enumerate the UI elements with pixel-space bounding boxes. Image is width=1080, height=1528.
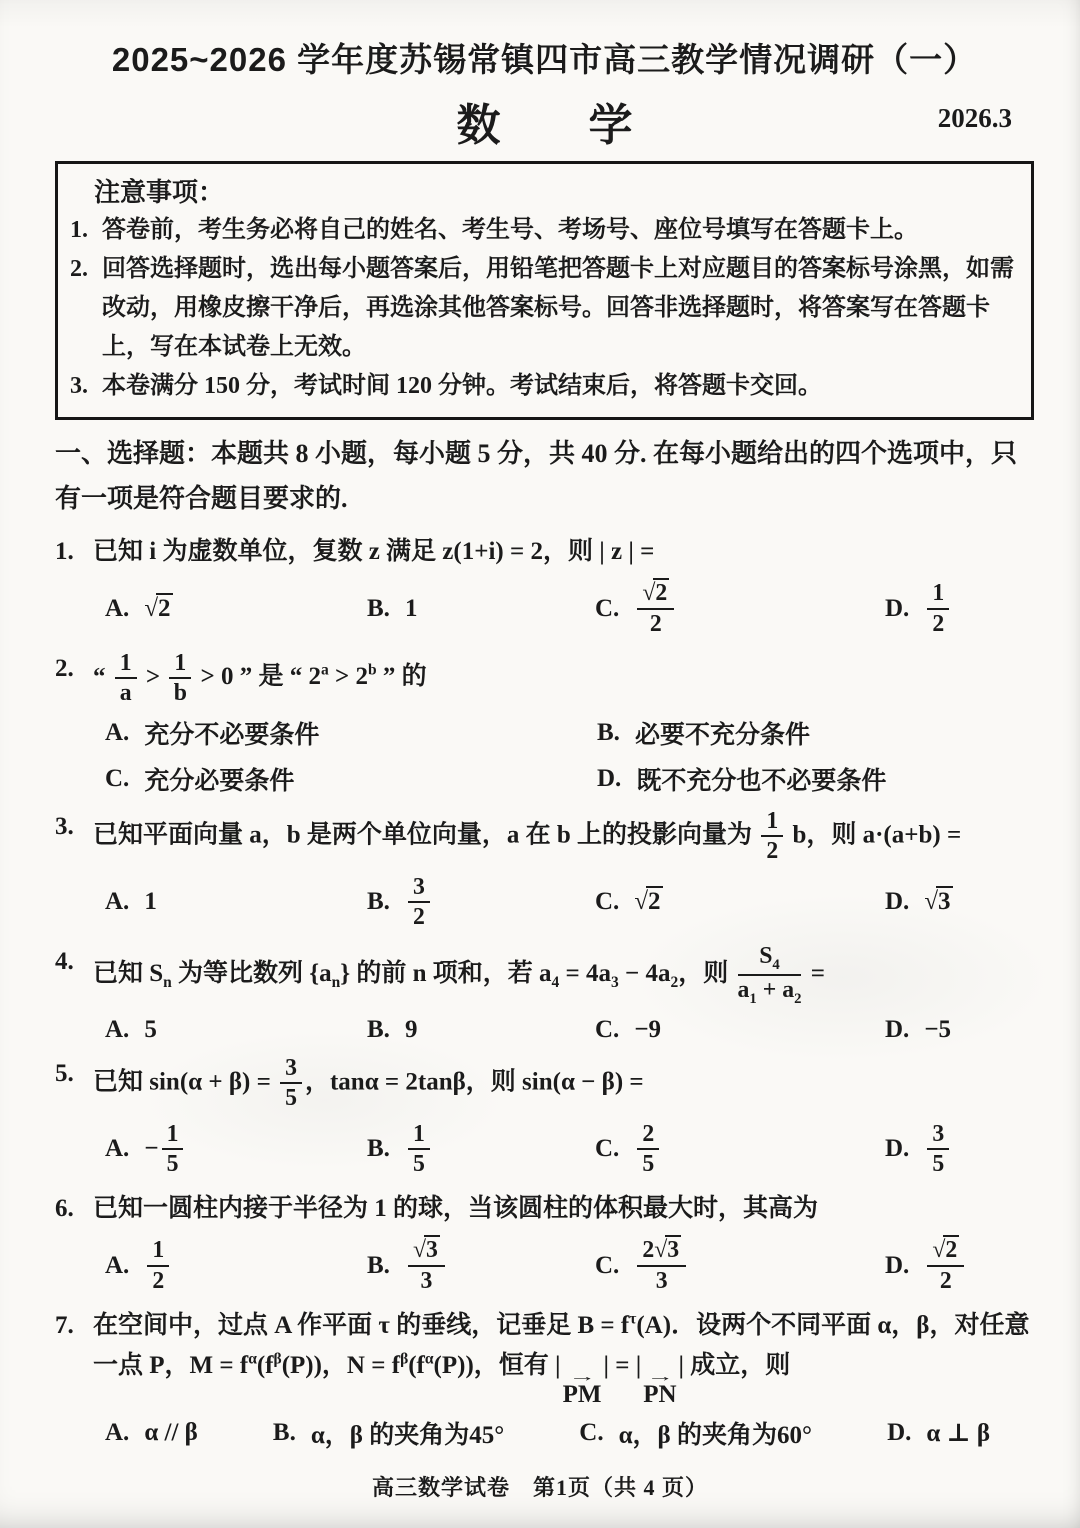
option-b [597, 715, 1034, 751]
option-body: $\frac{1}{5}$ [405, 1120, 433, 1179]
option-body: $\frac{2}{5}$ [634, 1120, 662, 1179]
option-body: α，β 的夹角为60° [618, 1422, 812, 1450]
option-label: C. [595, 1135, 620, 1163]
question-1-options [105, 579, 1034, 638]
section-1-heading: 一、选择题：本题共 8 小题，每小题 5 分，共 40 分. 在每小题给出的四个选项中，只有一项是符合题目要求的. [55, 439, 1018, 514]
option-label: B. [367, 1135, 390, 1163]
option-body: α // β [144, 1419, 198, 1447]
option-label: C. [595, 1015, 620, 1043]
question-6-stem [55, 1189, 1034, 1230]
exam-date: 2026.3 [937, 103, 1012, 133]
option-body: $\frac{√2}{2}$ [634, 579, 677, 638]
option-c [595, 1016, 885, 1044]
option-body: $\frac{3}{2}$ [405, 873, 433, 932]
option-c [595, 1236, 885, 1295]
option-body: −9 [634, 1015, 662, 1043]
question-4-stem [55, 942, 1034, 1008]
subject-row [55, 89, 1034, 149]
option-label: A. [105, 1419, 130, 1447]
question-3 [55, 807, 1034, 932]
option-label: A. [105, 1135, 130, 1163]
notice-item-1 [70, 211, 1015, 250]
question-number: 5. [55, 1059, 74, 1087]
notice-item-number: 3. [70, 372, 88, 399]
option-d [885, 1120, 1034, 1179]
option-body: 充分不必要条件 [144, 721, 320, 749]
question-5-options [105, 1120, 1034, 1179]
option-a [105, 1415, 198, 1451]
option-a [105, 1120, 367, 1179]
option-body: √2 [144, 594, 171, 622]
option-a [105, 715, 597, 751]
option-body: − $\frac{1}{5}$ [144, 1120, 186, 1179]
option-c [105, 761, 597, 797]
option-body: 1 [404, 594, 418, 622]
option-b [367, 1236, 595, 1295]
option-label: D. [597, 764, 622, 792]
option-body: $\frac{1}{2}$ [144, 1236, 172, 1295]
option-body: $\frac{2√3}{3}$ [634, 1236, 689, 1295]
option-body: $\frac{1}{2}$ [924, 579, 952, 638]
option-body: $\frac{3}{5}$ [924, 1120, 952, 1179]
option-b [273, 1415, 504, 1451]
option-body: √2 [634, 888, 661, 916]
option-label: C. [595, 1252, 620, 1279]
question-5 [55, 1054, 1034, 1179]
question-7-options [105, 1415, 1034, 1451]
question-text: “ $\frac{1}{a}$ > $\frac{1}{b}$ > 0 ” 是 “ $2^a > 2^b$ ” 的 [93, 649, 427, 707]
option-a [105, 595, 367, 623]
question-1-stem [55, 532, 1034, 573]
option-label: C. [595, 888, 620, 916]
option-c [595, 888, 885, 916]
option-d [887, 1415, 990, 1451]
option-body: $\frac{√3}{3}$ [405, 1236, 448, 1295]
question-6 [55, 1189, 1034, 1296]
notice-item-3 [70, 367, 1015, 406]
option-label: A. [105, 1015, 130, 1043]
option-label: D. [885, 594, 910, 622]
subject-title: 数 学 [456, 101, 633, 150]
option-label: B. [367, 594, 390, 622]
option-b [367, 873, 595, 932]
question-number: 7. [55, 1311, 74, 1339]
option-label: C. [595, 594, 620, 622]
question-text: 已知 sin(α + β) = $\frac{3}{5}$ ，tanα = 2tanβ，则 sin(α − β) = [93, 1054, 644, 1112]
notice-heading: 注意事项： [94, 178, 225, 207]
option-a [105, 1236, 367, 1295]
option-label: C. [579, 1419, 604, 1447]
question-1 [55, 532, 1034, 639]
option-body: −5 [924, 1015, 952, 1043]
question-3-options [105, 873, 1034, 932]
option-label: A. [105, 888, 130, 916]
question-text: 已知一圆柱内接于半径为 1 的球，当该圆柱的体积最大时，其高为 [93, 1194, 819, 1222]
option-c [579, 1415, 812, 1451]
option-label: A. [105, 594, 130, 622]
option-body: √3 [924, 888, 951, 916]
notice-item-number: 2. [70, 255, 88, 282]
option-c [595, 1120, 885, 1179]
option-label: D. [885, 1135, 910, 1163]
notice-item-text: 回答选择题时，选出每小题答案后，用铅笔把答题卡上对应题目的答案标号涂黑，如需改动，用橡皮擦干净后，再选涂其他答案标号。回答非选择题时，将答案写在答题卡上，写在本试卷上无效。 [102, 255, 1014, 360]
notice-box [55, 161, 1034, 420]
question-text: 在空间中，过点 A 作平面 τ 的垂线，记垂足 $B = f^\tau(A)$．设两个不同平面 α，β，对任意一点 P，$M = f^\alpha(f^\beta(P))$，$N = f^\beta(f^\alpha(P))$，恒有 | → PM | = | → PN | 成立，则 [93, 1310, 1030, 1409]
option-label: D. [885, 1015, 910, 1043]
option-d [885, 579, 1034, 638]
question-number: 4. [55, 948, 74, 976]
question-4 [55, 942, 1034, 1043]
question-2-options [105, 715, 1034, 797]
question-number: 6. [55, 1194, 74, 1222]
question-2 [55, 649, 1034, 797]
question-5-stem [55, 1054, 1034, 1113]
option-b [367, 1016, 595, 1044]
option-label: B. [367, 1015, 390, 1043]
option-label: A. [105, 718, 130, 746]
option-body: 必要不充分条件 [634, 721, 810, 749]
question-number: 3. [55, 812, 74, 840]
option-body: 9 [404, 1015, 418, 1043]
option-label: D. [885, 888, 910, 916]
question-number: 2. [55, 654, 74, 682]
option-label: C. [105, 764, 130, 792]
question-text: 已知 $S_n$ 为等比数列 $\{a_n\}$ 的前 n 项和，若 $a_4 = 4a_3 - 4a_2$，则 $\frac{S_4}{a_1 + a_2}$ = [93, 943, 825, 1008]
option-body: 5 [144, 1015, 157, 1043]
notice-item-number: 1. [70, 217, 88, 243]
option-body: $\frac{√2}{2}$ [924, 1236, 967, 1295]
option-body: α，β 的夹角为45° [310, 1422, 505, 1450]
option-body: 充分必要条件 [144, 767, 295, 795]
option-label: B. [597, 718, 620, 746]
option-d [885, 1016, 1034, 1044]
option-d [885, 1236, 1034, 1295]
option-d [597, 761, 1034, 797]
notice-item-2 [70, 250, 1015, 367]
option-body: α ⊥ β [926, 1420, 990, 1448]
option-body: 1 [144, 888, 157, 916]
question-text: 已知平面向量 a，b 是两个单位向量，a 在 b 上的投影向量为 $\frac{1}{2}$ b，则 a·(a+b) = [93, 807, 962, 865]
option-b [367, 1120, 595, 1179]
option-b [367, 595, 595, 623]
option-label: D. [887, 1419, 912, 1447]
option-label: B. [367, 888, 390, 916]
question-number: 1. [55, 537, 74, 565]
question-7 [55, 1306, 1034, 1452]
page-footer: 高三数学试卷 第1页（共 4 页） [371, 1475, 708, 1500]
question-2-stem [55, 649, 1034, 708]
notice-item-text: 本卷满分 150 分，考试时间 120 分钟。考试结束后，将答题卡交回。 [102, 372, 822, 399]
option-a [105, 1016, 367, 1044]
option-label: B. [272, 1419, 296, 1447]
option-body: 既不充分也不必要条件 [636, 767, 887, 795]
exam-title: 2025~2026 学年度苏锡常镇四市高三教学情况调研（一） [111, 41, 978, 78]
option-d [885, 888, 1034, 916]
notice-item-text: 答卷前，考生务必将自己的姓名、考生号、考场号、座位号填写在答题卡上。 [102, 217, 918, 243]
option-label: B. [367, 1252, 390, 1279]
question-4-options [105, 1016, 1034, 1044]
question-7-stem [55, 1306, 1034, 1409]
option-c [595, 579, 885, 638]
option-label: D. [885, 1252, 910, 1279]
question-6-options [105, 1236, 1034, 1295]
question-text: 已知 i 为虚数单位，复数 z 满足 z(1+i) = 2，则 | z | = [93, 537, 655, 565]
option-label: A. [105, 1252, 130, 1279]
option-a [105, 888, 367, 916]
question-3-stem [55, 807, 1034, 866]
